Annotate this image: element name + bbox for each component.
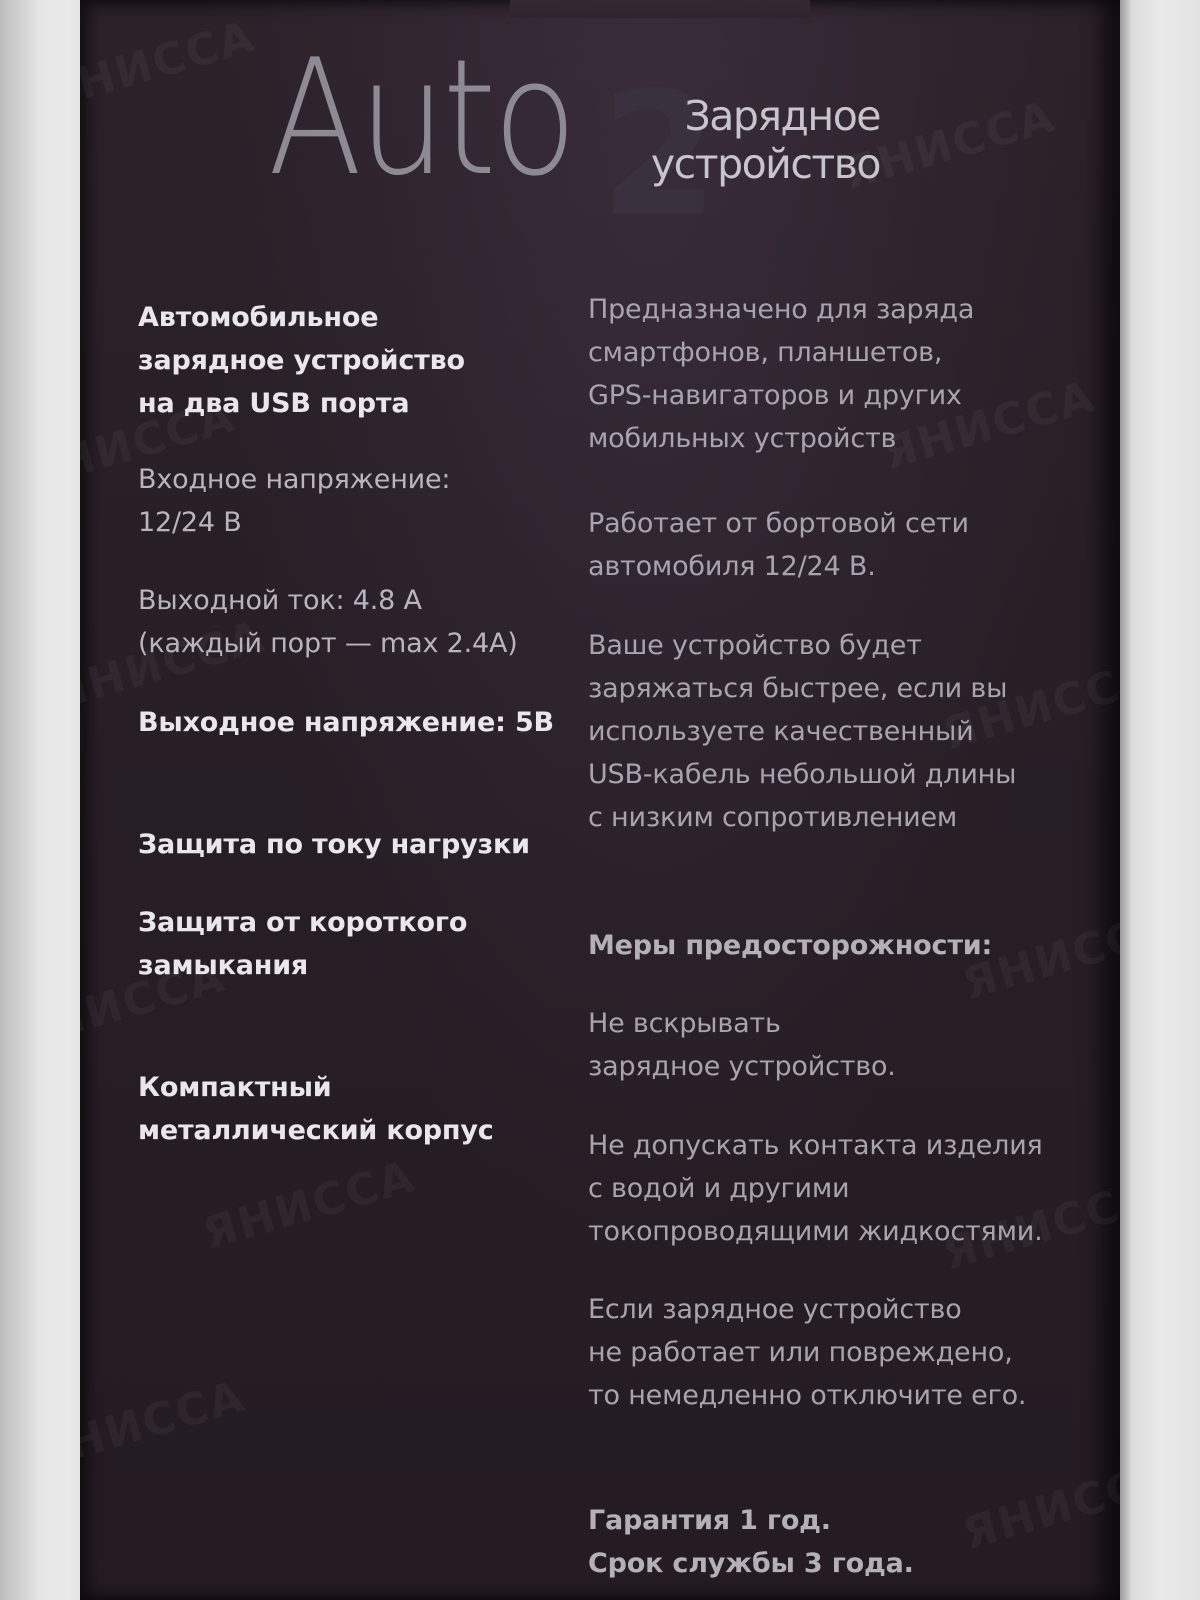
box-panel [80, 0, 1120, 1600]
product-title: Автомобильное зарядное устройство на два USB порта [138, 302, 465, 419]
spec-output-voltage: Выходное напряжение: 5В [138, 707, 554, 738]
precaution-item: Не допускать контакта изделия с водой и другими токопроводящими жидкостями. [588, 1130, 1043, 1247]
precaution-item: Не вскрывать зарядное устройство. [588, 1008, 896, 1082]
model-number: 2 [600, 56, 719, 254]
box-side-edge [1120, 0, 1200, 1600]
feature-housing: Компактный металлический корпус [138, 1072, 494, 1146]
product-subtitle [640, 92, 880, 188]
feature-load-protection: Защита по току нагрузки [138, 829, 530, 860]
watermark-stamp [197, 1151, 421, 1260]
top-flap [510, 0, 810, 18]
watermark-stamp [957, 1451, 1120, 1560]
power-source-text: Работает от бортовой сети автомобиля 12/24 В. [588, 508, 969, 582]
purpose-text: Предназначено для заряда смартфонов, планшетов, GPS-навигаторов и других мобильных устройств [588, 294, 975, 454]
watermark-stamp [80, 11, 261, 120]
watermark-stamp [80, 1371, 251, 1480]
spec-output-current: Выходной ток: 4.8 А (каждый порт — max 2.4А) [138, 585, 518, 659]
feature-short-protection: Защита от короткого замыкания [138, 907, 468, 981]
brand-logo-text: Auto [268, 24, 574, 211]
spec-input-voltage: Входное напряжение: 12/24 В [138, 464, 451, 538]
warranty-text: Гарантия 1 год. Срок службы 3 года. [588, 1505, 914, 1579]
precautions-heading: Меры предосторожности: [588, 930, 993, 961]
precaution-item: Если зарядное устройство не работает или повреждено, то немедленно отключите его. [588, 1294, 1027, 1411]
subtitle-line: устройство [650, 140, 880, 188]
subtitle-line: Зарядное [684, 92, 880, 140]
charging-tip-text: Ваше устройство будет заряжаться быстрее, если вы используете качественный USB-кабель небольшой длины с низким сопротивлением [588, 630, 1017, 833]
